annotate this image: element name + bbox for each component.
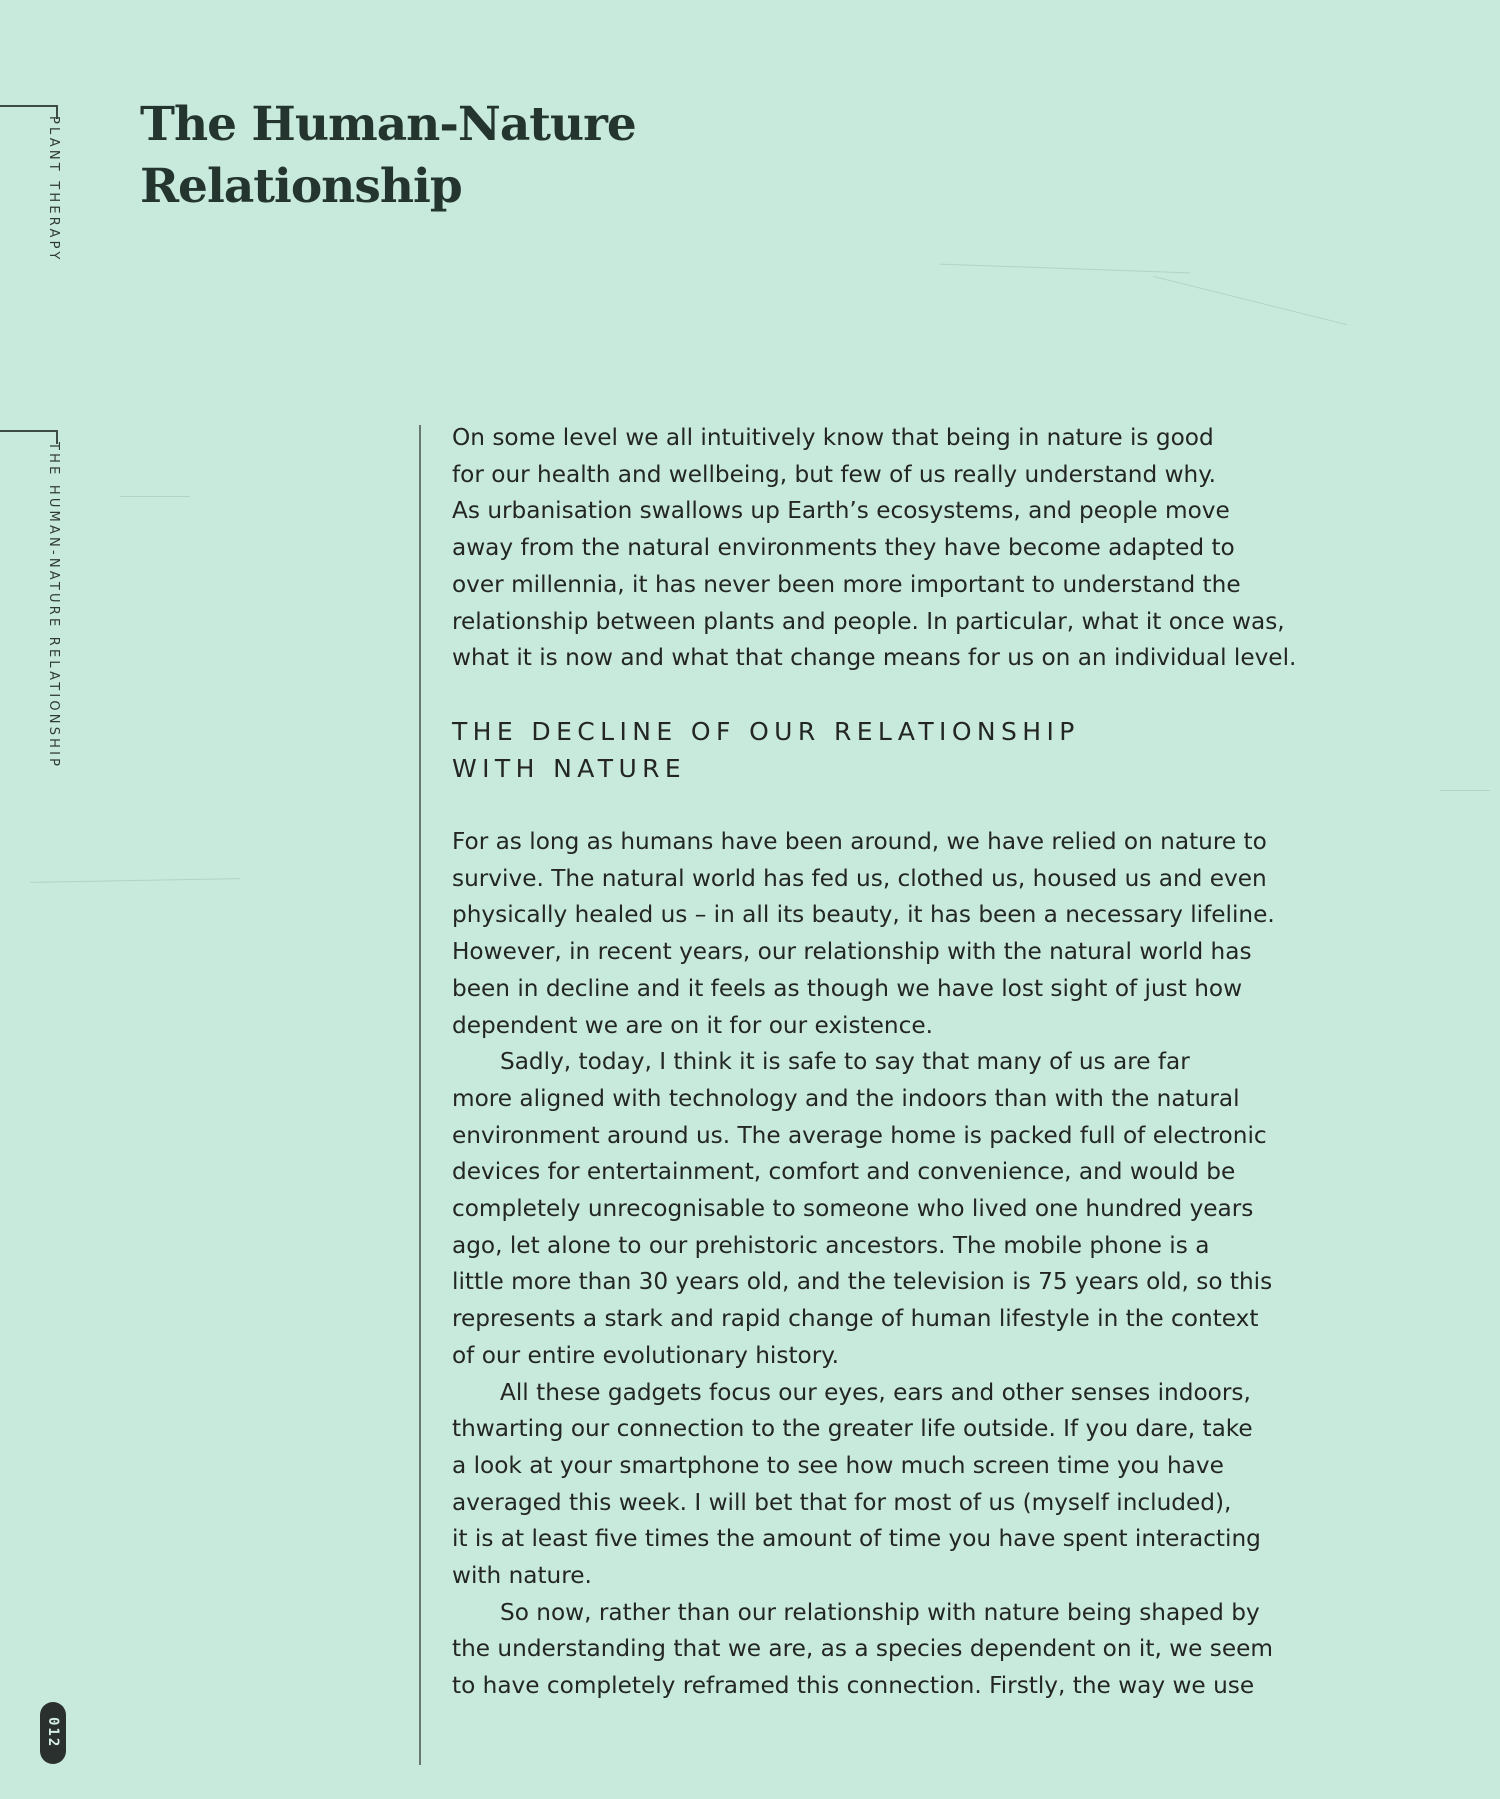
running-title: PLANT THERAPY xyxy=(46,116,61,263)
text-line: over millennia, it has never been more important to understand the xyxy=(452,570,1241,598)
text-line: environment around us. The average home is packed full of electronic xyxy=(452,1121,1267,1149)
text-line: physically healed us – in all its beauty, it has been a necessary lifeline. xyxy=(452,901,1275,929)
text-line: dependent we are on it for our existence. xyxy=(452,1011,934,1039)
text-line: However, in recent years, our relationship with the natural world has xyxy=(452,938,1252,966)
text-line: So now, rather than our relationship with nature being shaped by xyxy=(500,1598,1260,1626)
page-number: 012 xyxy=(45,1717,61,1749)
intro-paragraph xyxy=(452,420,1352,677)
section-heading-line: THE DECLINE OF OUR RELATIONSHIP xyxy=(452,717,1080,746)
paper-texture xyxy=(30,878,240,883)
text-line: All these gadgets focus our eyes, ears and other senses indoors, xyxy=(500,1378,1251,1406)
chapter-head-rule xyxy=(0,430,58,432)
text-line: thwarting our connection to the greater life outside. If you dare, take xyxy=(452,1415,1253,1443)
chapter-running-title: THE HUMAN-NATURE RELATIONSHIP xyxy=(46,442,61,770)
paper-texture xyxy=(120,496,190,497)
paper-texture xyxy=(1440,790,1490,791)
chapter-title-line: Relationship xyxy=(140,159,462,214)
paper-texture xyxy=(940,264,1190,274)
section-heading xyxy=(452,713,1080,787)
text-line: the understanding that we are, as a species dependent on it, we seem xyxy=(452,1635,1274,1663)
section-heading-line: WITH NATURE xyxy=(452,754,687,783)
text-line: to have completely reframed this connection. Firstly, the way we use xyxy=(452,1672,1255,1700)
text-line: more aligned with technology and the indoors than with the natural xyxy=(452,1084,1240,1112)
text-line: ago, let alone to our prehistoric ancestors. The mobile phone is a xyxy=(452,1231,1210,1259)
paragraph xyxy=(452,824,1352,1044)
text-line: For as long as humans have been around, we have relied on nature to xyxy=(452,828,1267,855)
text-line: averaged this week. I will bet that for most of us (myself included), xyxy=(452,1488,1232,1516)
text-line: little more than 30 years old, and the television is 75 years old, so this xyxy=(452,1268,1273,1296)
running-head-rule xyxy=(0,105,58,107)
text-line: for our health and wellbeing, but few of us really understand why. xyxy=(452,460,1217,488)
paper-texture xyxy=(1153,276,1347,325)
chapter-title-line: The Human-Nature xyxy=(140,97,636,152)
text-line: As urbanisation swallows up Earth’s ecosystems, and people move xyxy=(452,497,1230,525)
paragraph xyxy=(452,1375,1352,1595)
column-rule xyxy=(419,425,421,1765)
text-line: of our entire evolutionary history. xyxy=(452,1341,840,1369)
text-line: away from the natural environments they have become adapted to xyxy=(452,534,1235,562)
text-line: represents a stark and rapid change of human lifestyle in the context xyxy=(452,1305,1259,1333)
page-number-badge xyxy=(40,1702,66,1764)
text-line: devices for entertainment, comfort and convenience, and would be xyxy=(452,1158,1236,1186)
text-line: completely unrecognisable to someone who lived one hundred years xyxy=(452,1195,1254,1223)
text-line: On some level we all intuitively know that being in nature is good xyxy=(452,424,1214,451)
paragraph xyxy=(452,1595,1352,1705)
section-body xyxy=(452,824,1352,1705)
text-line: it is at least five times the amount of time you have spent interacting xyxy=(452,1525,1261,1553)
text-line: been in decline and it feels as though we have lost sight of just how xyxy=(452,974,1243,1002)
paragraph xyxy=(452,1044,1352,1374)
chapter-title xyxy=(140,94,700,218)
text-line: what it is now and what that change means for us on an individual level. xyxy=(452,644,1297,672)
text-line: Sadly, today, I think it is safe to say that many of us are far xyxy=(500,1048,1190,1076)
text-line: relationship between plants and people. In particular, what it once was, xyxy=(452,607,1285,635)
text-line: survive. The natural world has fed us, clothed us, housed us and even xyxy=(452,864,1267,892)
text-line: with nature. xyxy=(452,1562,592,1590)
text-line: a look at your smartphone to see how much screen time you have xyxy=(452,1451,1224,1479)
